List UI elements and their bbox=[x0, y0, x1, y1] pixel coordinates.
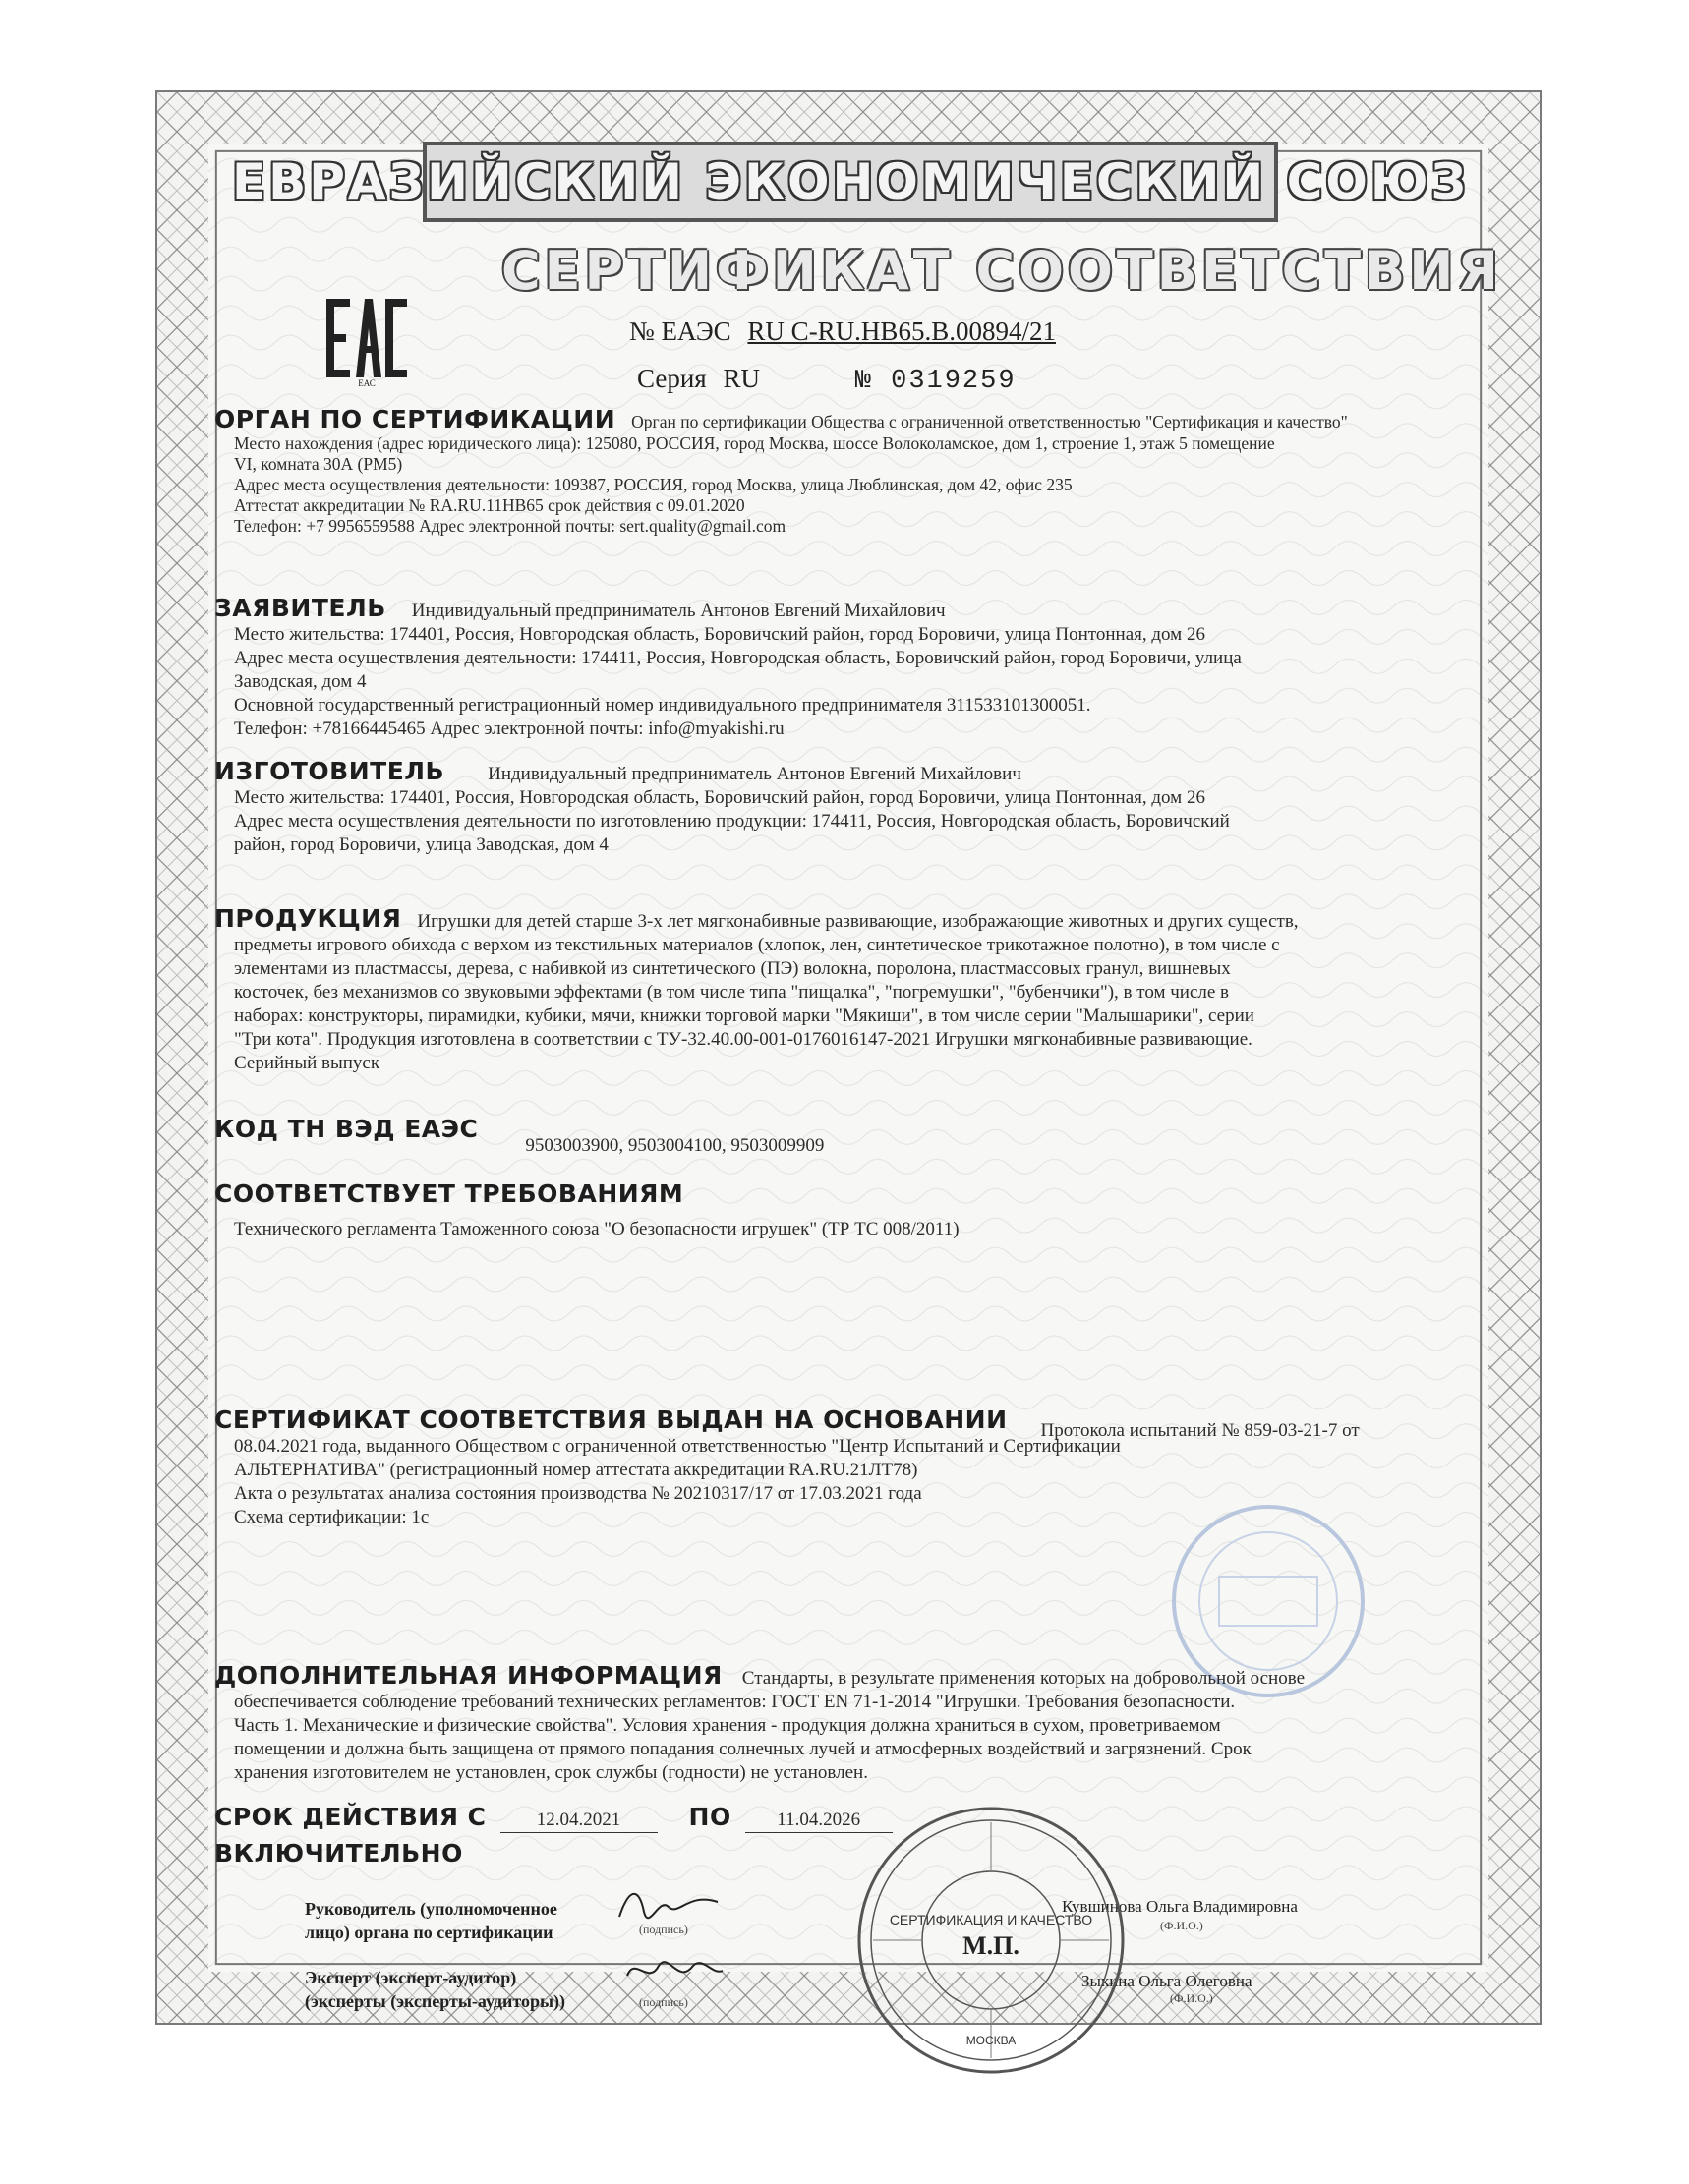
head-label-line: Руководитель (уполномоченное bbox=[305, 1899, 557, 1919]
manufacturer-section bbox=[214, 757, 1483, 857]
certification-body-line: Место нахождения (адрес юридического лица): 125080, РОССИЯ, город Москва, шоссе Волоколамское, дом 1, строение 1, этаж 5 помещение bbox=[234, 433, 1275, 453]
requirements-text: Технического регламента Таможенного союза "О безопасности игрушек" (ТР ТС 008/2011) bbox=[234, 1219, 960, 1239]
certificate-frame bbox=[155, 90, 1542, 2047]
stamp-city-text: МОСКВА bbox=[965, 2034, 1017, 2047]
requirements-heading: СООТВЕТСТВУЕТ ТРЕБОВАНИЯМ bbox=[214, 1179, 684, 1208]
applicant-line: Адрес места осуществления деятельности: 174411, Россия, Новгородская область, Боровичский район, город Боровичи, улица bbox=[234, 648, 1242, 668]
series-label: Серия bbox=[637, 364, 707, 393]
additional-line: помещении и должна быть защищена от прямого попадания солнечных лучей и атмосферных воздействий и загрязнений. Срок bbox=[234, 1739, 1252, 1759]
product-line: элементами из пластмассы, дерева, с набивкой из синтетического (ПЭ) волокна, поролона, пластмассовых гранул, вишневых bbox=[234, 958, 1231, 979]
manufacturer-heading: ИЗГОТОВИТЕЛЬ bbox=[214, 757, 445, 785]
applicant-line: Место жительства: 174401, Россия, Новгородская область, Боровичский район, город Боровичи, улица Понтонная, дом 26 bbox=[234, 624, 1205, 645]
union-title: ЕВРАЗИЙСКИЙ ЭКОНОМИЧЕСКИЙ СОЮЗ bbox=[231, 153, 1470, 210]
eac-logo-icon bbox=[322, 289, 411, 387]
head-sig-caption: (подпись) bbox=[639, 1923, 688, 1936]
applicant-heading: ЗАЯВИТЕЛЬ bbox=[214, 594, 386, 622]
certification-body-line: VI, комната 30А (РМ5) bbox=[234, 454, 403, 474]
official-stamp bbox=[853, 1803, 1129, 2078]
number-prefix: № ЕАЭС bbox=[629, 316, 731, 346]
product-section bbox=[214, 904, 1483, 1075]
validity-from-date: 12.04.2021 bbox=[500, 1809, 658, 1833]
product-line: Серийный выпуск bbox=[234, 1053, 380, 1073]
basis-first-line: Протокола испытаний № 859-03-21-7 от bbox=[1040, 1420, 1360, 1441]
tn-ved-codes: 9503003900, 9503004100, 9503009909 bbox=[525, 1135, 825, 1156]
union-banner bbox=[231, 142, 1470, 222]
product-line: наборах: конструкторы, пирамидки, кубики, мячи, книжки торговой марки "Мякиши", в том числе серии "Малышарики", серии bbox=[234, 1006, 1254, 1026]
product-line: косточек, без механизмов со звуковыми эффектами (в том числе типа "пищалка", "погремушки", "бубенчики"), в том числе в bbox=[234, 982, 1230, 1003]
stamp-inner-text: СЕРТИФИКАЦИЯ И КАЧЕСТВО bbox=[889, 1912, 1093, 1927]
tn-ved-heading: КОД ТН ВЭД ЕАЭС bbox=[214, 1115, 479, 1143]
expert-fio-caption: (Ф.И.О.) bbox=[1170, 1991, 1213, 2005]
certification-body-heading: ОРГАН ПО СЕРТИФИКАЦИИ bbox=[214, 405, 616, 433]
certification-body-section bbox=[214, 405, 1483, 537]
additional-line: хранения изготовителем не установлен, срок службы (годности) не установлен. bbox=[234, 1762, 868, 1783]
requirements-section bbox=[214, 1179, 1483, 1241]
validity-inclusive: ВКЛЮЧИТЕЛЬНО bbox=[214, 1839, 463, 1868]
head-fio-caption: (Ф.И.О.) bbox=[1160, 1919, 1203, 1932]
additional-first-line: Стандарты, в результате применения которых на добровольной основе bbox=[741, 1668, 1305, 1689]
basis-line: 08.04.2021 года, выданного Обществом с ограниченной ответственностью "Центр Испытаний и Сертификации bbox=[234, 1436, 1121, 1457]
product-first-line: Игрушки для детей старше 3-х лет мягконабивные развивающие, изображающие животных и других существ, bbox=[417, 911, 1299, 932]
certification-body-line: Адрес места осуществления деятельности: 109387, РОССИЯ, город Москва, улица Люблинская, дом 42, офис 235 bbox=[234, 475, 1073, 494]
basis-line: АЛЬТЕРНАТИВА" (регистрационный номер аттестата аккредитации RA.RU.21ЛТ78) bbox=[234, 1460, 918, 1480]
basis-line: Схема сертификации: 1с bbox=[234, 1507, 430, 1527]
product-heading: ПРОДУКЦИЯ bbox=[214, 904, 402, 933]
applicant-line: Заводская, дом 4 bbox=[234, 671, 367, 692]
stamp-center-text: М.П. bbox=[962, 1931, 1019, 1960]
certification-body-name: Орган по сертификации Общества с ограниченной ответственностью "Сертификация и качество" bbox=[631, 412, 1348, 431]
expert-sig-caption: (подпись) bbox=[639, 1995, 688, 2009]
manufacturer-line: Адрес места осуществления деятельности по изготовлению продукции: 174411, Россия, Новгородская область, Боровичский bbox=[234, 811, 1230, 832]
certification-body-line: Телефон: +7 9956559588 Адрес электронной почты: sert.quality@gmail.com bbox=[234, 516, 786, 536]
manufacturer-line: Место жительства: 174401, Россия, Новгородская область, Боровичский район, город Боровичи, улица Понтонная, дом 26 bbox=[234, 787, 1205, 808]
applicant-line: Основной государственный регистрационный номер индивидуального предпринимателя 311533101300051. bbox=[234, 695, 1091, 716]
expert-name: Зыкина Ольга Олеговна bbox=[1081, 1972, 1252, 1990]
expert-label-line: (эксперты (эксперты-аудиторы)) bbox=[305, 1991, 566, 2011]
certificate-number bbox=[629, 316, 1056, 347]
eac-logo-text: ЕАС bbox=[358, 378, 376, 387]
validity-section bbox=[214, 1803, 1483, 1868]
applicant-section bbox=[214, 594, 1483, 741]
certificate-title: СЕРТИФИКАТ СООТВЕТСТВИЯ bbox=[501, 240, 1502, 302]
additional-section bbox=[214, 1661, 1483, 1785]
number-value: RU С-RU.НВ65.В.00894/21 bbox=[747, 316, 1056, 346]
additional-line: обеспечивается соблюдение требований технических регламентов: ГОСТ EN 71-1-2014 "Игрушки. Требования безопасности. bbox=[234, 1692, 1236, 1712]
applicant-name: Индивидуальный предприниматель Антонов Евгений Михайлович bbox=[411, 601, 946, 621]
additional-line: Часть 1. Механические и физические свойства". Условия хранения - продукция должна храниться в сухом, проветриваемом bbox=[234, 1715, 1221, 1736]
official-stamp-icon bbox=[853, 1803, 1129, 2078]
expert-label-line: Эксперт (эксперт-аудитор) bbox=[305, 1968, 517, 1987]
additional-heading: ДОПОЛНИТЕЛЬНАЯ ИНФОРМАЦИЯ bbox=[214, 1661, 723, 1690]
series-number: № 0319259 bbox=[854, 367, 1017, 396]
tn-ved-section bbox=[214, 1115, 1483, 1156]
basis-line: Акта о результатах анализа состояния производства № 20210317/17 от 17.03.2021 года bbox=[234, 1483, 922, 1504]
basis-heading: СЕРТИФИКАТ СООТВЕТСТВИЯ ВЫДАН НА ОСНОВАНИИ bbox=[214, 1406, 1008, 1434]
head-label bbox=[305, 1897, 557, 1944]
certification-body-line: Аттестат аккредитации № RA.RU.11НВ65 срок действия с 09.01.2020 bbox=[234, 495, 745, 515]
applicant-line: Телефон: +78166445465 Адрес электронной почты: info@myakishi.ru bbox=[234, 718, 785, 739]
product-line: предметы игрового обихода с верхом из текстильных материалов (хлопок, лен, синтетическое трикотажное полотно), в том числе с bbox=[234, 935, 1280, 955]
validity-to-date: 11.04.2026 bbox=[745, 1809, 893, 1833]
head-name: Кувшинова Ольга Владимировна bbox=[1062, 1897, 1298, 1916]
head-label-line: лицо) органа по сертификации bbox=[305, 1923, 553, 1942]
expert-signature-icon bbox=[619, 1946, 728, 1995]
validity-from-label: СРОК ДЕЙСТВИЯ С bbox=[214, 1803, 487, 1831]
series-line bbox=[637, 364, 1017, 396]
expert-label bbox=[305, 1966, 565, 2013]
validity-to-label: ПО bbox=[688, 1803, 731, 1831]
manufacturer-line: район, город Боровичи, улица Заводская, дом 4 bbox=[234, 834, 609, 855]
product-line: "Три кота". Продукция изготовлена в соответствии с ТУ-32.40.00-001-0176016147-2021 Игрушки мягконабивные развивающие. bbox=[234, 1029, 1252, 1050]
series-value: RU bbox=[723, 364, 760, 393]
manufacturer-name: Индивидуальный предприниматель Антонов Евгений Михайлович bbox=[488, 764, 1021, 784]
